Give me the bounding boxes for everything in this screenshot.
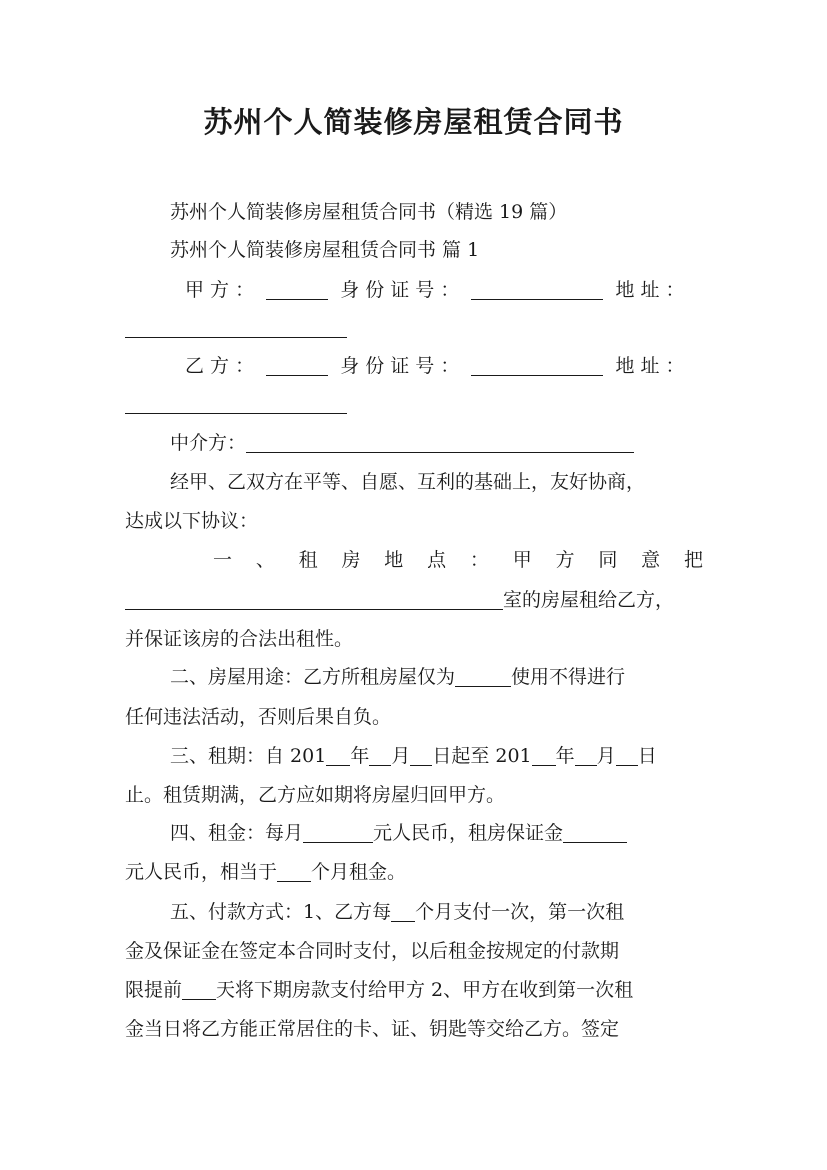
party-a-address-label: 地 址 ： [615,279,685,301]
clause-3-text-g: 日 [637,745,657,767]
clause-4-text-c: 元人民币，相当于 [125,861,278,883]
chapter-heading: 苏州个人简装修房屋租赁合同书 篇 1 [170,239,480,261]
party-a-address-blank [125,317,347,338]
clause-2-line-1 [170,662,625,692]
clause-2-text-a: 二、房屋用途：乙方所租房屋仅为 [170,666,456,688]
clause-2-text-b: 使用不得进行 [511,666,626,688]
clause-3-start-month-blank [369,745,391,766]
clause-3-line-2: 止。租赁期满，乙方应如期将房屋归回甲方。 [125,784,506,806]
clause-3-text-e: 年 [555,745,575,767]
party-b-id-label: 身 份 证 号 ： [340,355,460,377]
clause-1-line-1: 一 、 租 房 地 点 ： 甲 方 同 意 把 [213,549,703,571]
intro-line-1: 经甲、乙双方在平等、自愿、互利的基础上，友好协商， [170,471,646,493]
clause-1-line-2 [125,585,674,615]
party-a-address-line [125,313,347,343]
clause-3-end-year-blank [532,745,556,766]
clause-1-room-blank [125,589,503,610]
party-a-label: 甲 方 ： [185,279,255,301]
clause-4-line-1 [170,818,627,848]
clause-5-text-c: 限提前 [125,979,183,1001]
agent-blank [246,432,634,453]
clause-3-end-day-blank [616,745,638,766]
clause-2-use-blank [455,666,511,687]
clause-3-end-month-blank [575,745,597,766]
clause-3-text-f: 月 [596,745,616,767]
clause-3-text-c: 月 [391,745,411,767]
party-a-id-blank [471,279,603,300]
party-b-label: 乙 方 ： [185,355,255,377]
clause-5-days-blank [182,979,216,1000]
clause-5-text-b: 个月支付一次，第一次租 [415,901,625,923]
party-b-line [185,351,695,381]
clause-4-rent-blank [303,822,373,843]
party-b-address-blank [125,393,347,414]
clause-3-text-a: 三、租期：自 201 [170,745,327,767]
clause-1-line-3: 并保证该房的合法出租性。 [125,628,354,650]
clause-5-line-2: 金及保证金在签定本合同时支付，以后租金按规定的付款期 [125,940,620,962]
agent-label: 中介方： [170,432,247,454]
agent-line [170,428,634,458]
clause-3-start-day-blank [410,745,432,766]
clause-5-line-3 [125,975,633,1005]
party-b-id-blank [471,355,603,376]
intro-line-2: 达成以下协议： [125,510,259,532]
clause-4-deposit-blank [563,822,627,843]
document-title: 苏州个人简装修房屋租赁合同书 [203,105,624,139]
clause-3-text-d: 日起至 201 [432,745,532,767]
clause-4-months-blank [277,861,311,882]
clause-3-start-year-blank [326,745,350,766]
clause-5-line-1 [170,897,624,927]
clause-5-text-a: 五、付款方式：1、乙方每 [170,901,392,923]
clause-3-text-b: 年 [350,745,370,767]
party-a-id-label: 身 份 证 号 ： [340,279,460,301]
document-subtitle: 苏州个人简装修房屋租赁合同书（精选 19 篇） [170,201,568,223]
party-b-name-blank [266,355,328,376]
party-b-address-line [125,389,347,419]
clause-5-line-4: 金当日将乙方能正常居住的卡、证、钥匙等交给乙方。签定 [125,1018,620,1040]
clause-3-line-1 [170,741,657,771]
clause-1-line-2-text: 室的房屋租给乙方， [503,589,675,611]
clause-4-text-b: 元人民币，租房保证金 [373,822,564,844]
clause-2-line-2: 任何违法活动，否则后果自负。 [125,706,392,728]
clause-4-line-2 [125,857,406,887]
party-a-line [185,275,695,305]
clause-5-months-blank [391,901,415,922]
clause-4-text-d: 个月租金。 [311,861,407,883]
clause-4-text-a: 四、租金：每月 [170,822,304,844]
clause-5-text-d: 天将下期房款支付给甲方 2、甲方在收到第一次租 [216,979,634,1001]
party-a-name-blank [266,279,328,300]
party-b-address-label: 地 址 ： [615,355,685,377]
